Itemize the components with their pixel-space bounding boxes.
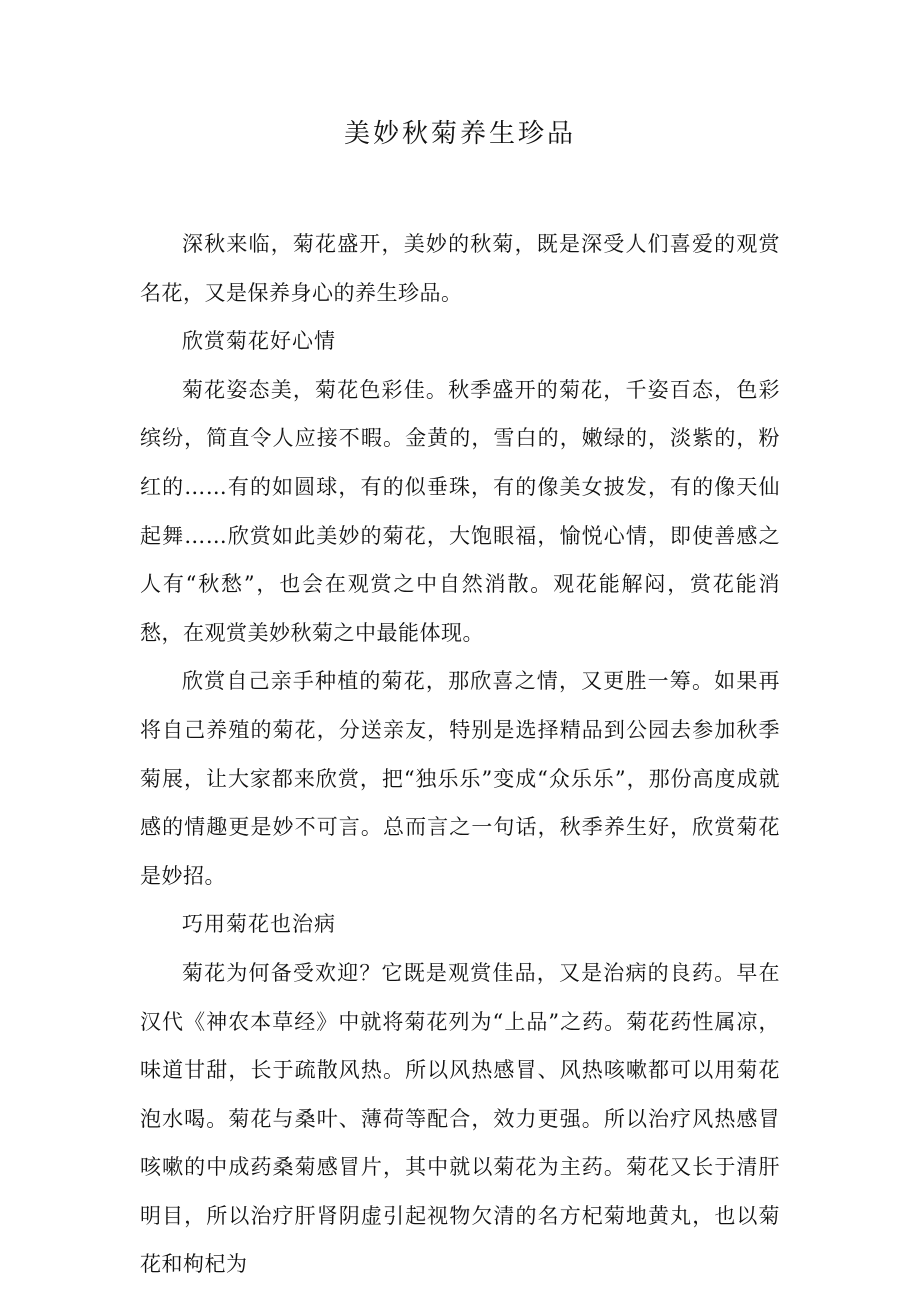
document-body — [140, 220, 780, 1289]
medicine-paragraph: 菊花为何备受欢迎？它既是观赏佳品，又是治病的良药。早在汉代《神农本草经》中就将菊花列为“上品”之药。菊花药性属凉，味道甘甜，长于疏散风热。所以风热感冒、风热咳嗽都可以用菊花泡水喝。菊花与桑叶、薄荷等配合，效力更强。所以治疗风热感冒咳嗽的中成药桑菊感冒片，其中就以菊花为主药。菊花又长于清肝明目，所以治疗肝肾阴虚引起视物欠清的名方杞菊地黄丸，也以菊花和枸杞为 — [140, 960, 780, 1277]
section-heading-appreciation: 欣赏菊花好心情 — [182, 329, 336, 354]
intro-paragraph: 深秋来临，菊花盛开，美妙的秋菊，既是深受人们喜爱的观赏名花，又是保养身心的养生珍品。 — [140, 232, 780, 305]
document-title: 美妙秋菊养生珍品 — [343, 119, 576, 149]
appreciation-paragraph-2: 欣赏自己亲手种植的菊花，那欣喜之情，又更胜一筹。如果再将自己养殖的菊花，分送亲友，特别是选择精品到公园去参加秋季菊展，让大家都来欣赏，把“独乐乐”变成“众乐乐”，那份高度成就感的情趣更是妙不可言。总而言之一句话，秋季养生好，欣赏菊花是妙招。 — [140, 669, 780, 888]
appreciation-paragraph-1: 菊花姿态美，菊花色彩佳。秋季盛开的菊花，千姿百态，色彩缤纷，简直令人应接不暇。金黄的，雪白的，嫩绿的，淡紫的，粉红的……有的如圆球，有的似垂珠，有的像美女披发，有的像天仙起舞……欣赏如此美妙的菊花，大饱眼福，愉悦心情，即使善感之人有“秋愁”，也会在观赏之中自然消散。观花能解闷，赏花能消愁，在观赏美妙秋菊之中最能体现。 — [140, 377, 780, 645]
section-heading-medicine: 巧用菊花也治病 — [182, 912, 336, 937]
